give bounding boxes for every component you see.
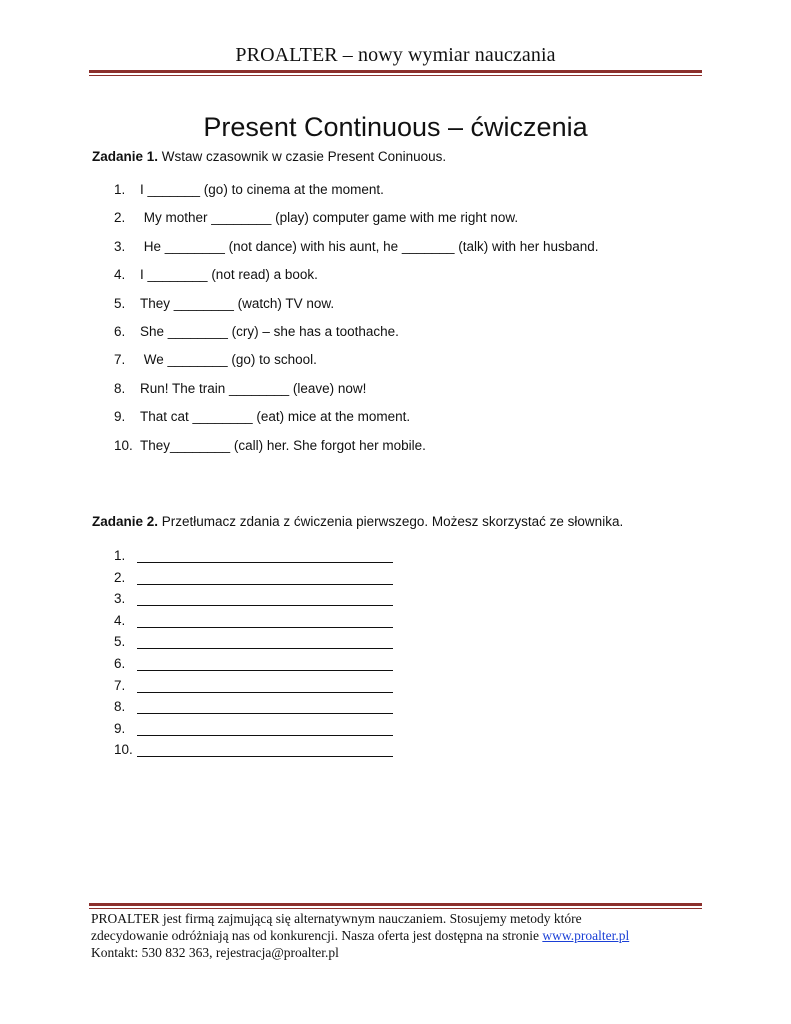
- task2-instruction: Przetłumacz zdania z ćwiczenia pierwszego. Możesz skorzystać ze słownika.: [158, 514, 624, 529]
- answer-number: 5.: [114, 634, 126, 650]
- answer-line-item: [114, 548, 136, 563]
- exercise-item: [114, 409, 410, 424]
- footer-line-2-text: zdecydowanie odróżniają nas od konkurencji. Nasza oferta jest dostępna na stronie: [91, 928, 543, 943]
- exercise-number: 7.: [114, 352, 126, 368]
- task1-label: Zadanie 1.: [92, 149, 159, 164]
- exercise-item: [114, 267, 318, 282]
- answer-number: 6.: [114, 656, 126, 671]
- answer-number: 4.: [114, 612, 126, 628]
- exercise-text: That cat ________ (eat) mice at the moment.: [140, 409, 411, 425]
- answer-blank-line[interactable]: [137, 584, 393, 585]
- footer-line-1: PROALTER jest firmą zajmującą się alternatywnym nauczaniem. Stosujemy metody które: [91, 911, 582, 926]
- footer-line-3: Kontakt: 530 832 363, rejestracja@proalter.pl: [91, 945, 339, 960]
- exercise-item: [114, 210, 518, 225]
- exercise-text: She ________ (cry) – she has a toothache.: [140, 324, 399, 339]
- answer-line-item: [114, 656, 136, 671]
- footer-website-link[interactable]: www.proalter.pl: [542, 928, 630, 943]
- exercise-text: They________ (call) her. She forgot her mobile.: [140, 437, 426, 453]
- exercise-number: 2.: [114, 210, 126, 226]
- exercise-item: [114, 296, 334, 311]
- answer-line-item: [114, 721, 136, 736]
- answer-blank-line[interactable]: [137, 735, 393, 736]
- answer-number: 8.: [114, 699, 126, 715]
- exercise-number: 1.: [114, 182, 126, 197]
- task1-heading: [92, 149, 446, 164]
- answer-blank-line[interactable]: [137, 648, 393, 649]
- exercise-number: 6.: [114, 324, 126, 339]
- answer-line-item: [114, 613, 136, 628]
- exercise-text: We ________ (go) to school.: [140, 352, 317, 368]
- exercise-text: I ________ (not read) a book.: [140, 267, 318, 283]
- header-title: PROALTER – nowy wymiar nauczania: [235, 44, 556, 66]
- answer-number: 7.: [114, 677, 126, 693]
- exercise-number: 9.: [114, 409, 126, 425]
- exercise-text: They ________ (watch) TV now.: [140, 295, 335, 311]
- answer-number: 9.: [114, 720, 126, 736]
- answer-line-item: [114, 742, 136, 757]
- answer-line-item: [114, 570, 136, 585]
- task1-instruction: Wstaw czasownik w czasie Present Coninuous.: [158, 149, 447, 164]
- exercise-number: 3.: [114, 238, 126, 254]
- answer-blank-line[interactable]: [137, 692, 393, 693]
- answer-number: 2.: [114, 569, 126, 585]
- answer-blank-line[interactable]: [137, 627, 393, 628]
- header-rule: [89, 70, 702, 76]
- task2-label: Zadanie 2.: [92, 514, 159, 529]
- exercise-text: He ________ (not dance) with his aunt, he _______ (talk) with her husband.: [140, 238, 599, 254]
- page-title: Present Continuous – ćwiczenia: [203, 112, 588, 143]
- footer: [91, 910, 711, 961]
- exercise-text: My mother ________ (play) computer game with me right now.: [140, 210, 519, 226]
- exercise-number: 8.: [114, 380, 126, 396]
- answer-line-item: [114, 699, 136, 714]
- answer-number: 10.: [114, 742, 133, 758]
- footer-line-2: [91, 927, 711, 944]
- answer-blank-line[interactable]: [137, 605, 393, 606]
- exercise-item: [114, 324, 399, 339]
- exercise-number: 4.: [114, 267, 126, 283]
- exercise-number: 10.: [114, 437, 133, 453]
- answer-number: 3.: [114, 591, 126, 607]
- exercise-number: 5.: [114, 295, 126, 311]
- exercise-item: [114, 352, 317, 367]
- answer-line-item: [114, 591, 136, 606]
- footer-rule: [89, 903, 702, 909]
- answer-blank-line[interactable]: [137, 713, 393, 714]
- answer-line-item: [114, 678, 136, 693]
- answer-blank-line[interactable]: [137, 756, 393, 757]
- exercise-item: [114, 182, 384, 197]
- exercise-text: Run! The train ________ (leave) now!: [140, 380, 367, 396]
- task2-heading: [92, 514, 623, 529]
- exercise-text: I _______ (go) to cinema at the moment.: [140, 182, 384, 197]
- exercise-item: [114, 438, 426, 453]
- answer-blank-line[interactable]: [137, 670, 393, 671]
- answer-blank-line[interactable]: [137, 562, 393, 563]
- answer-line-item: [114, 634, 136, 649]
- answer-number: 1.: [114, 548, 126, 563]
- exercise-item: [114, 381, 366, 396]
- exercise-item: [114, 239, 599, 254]
